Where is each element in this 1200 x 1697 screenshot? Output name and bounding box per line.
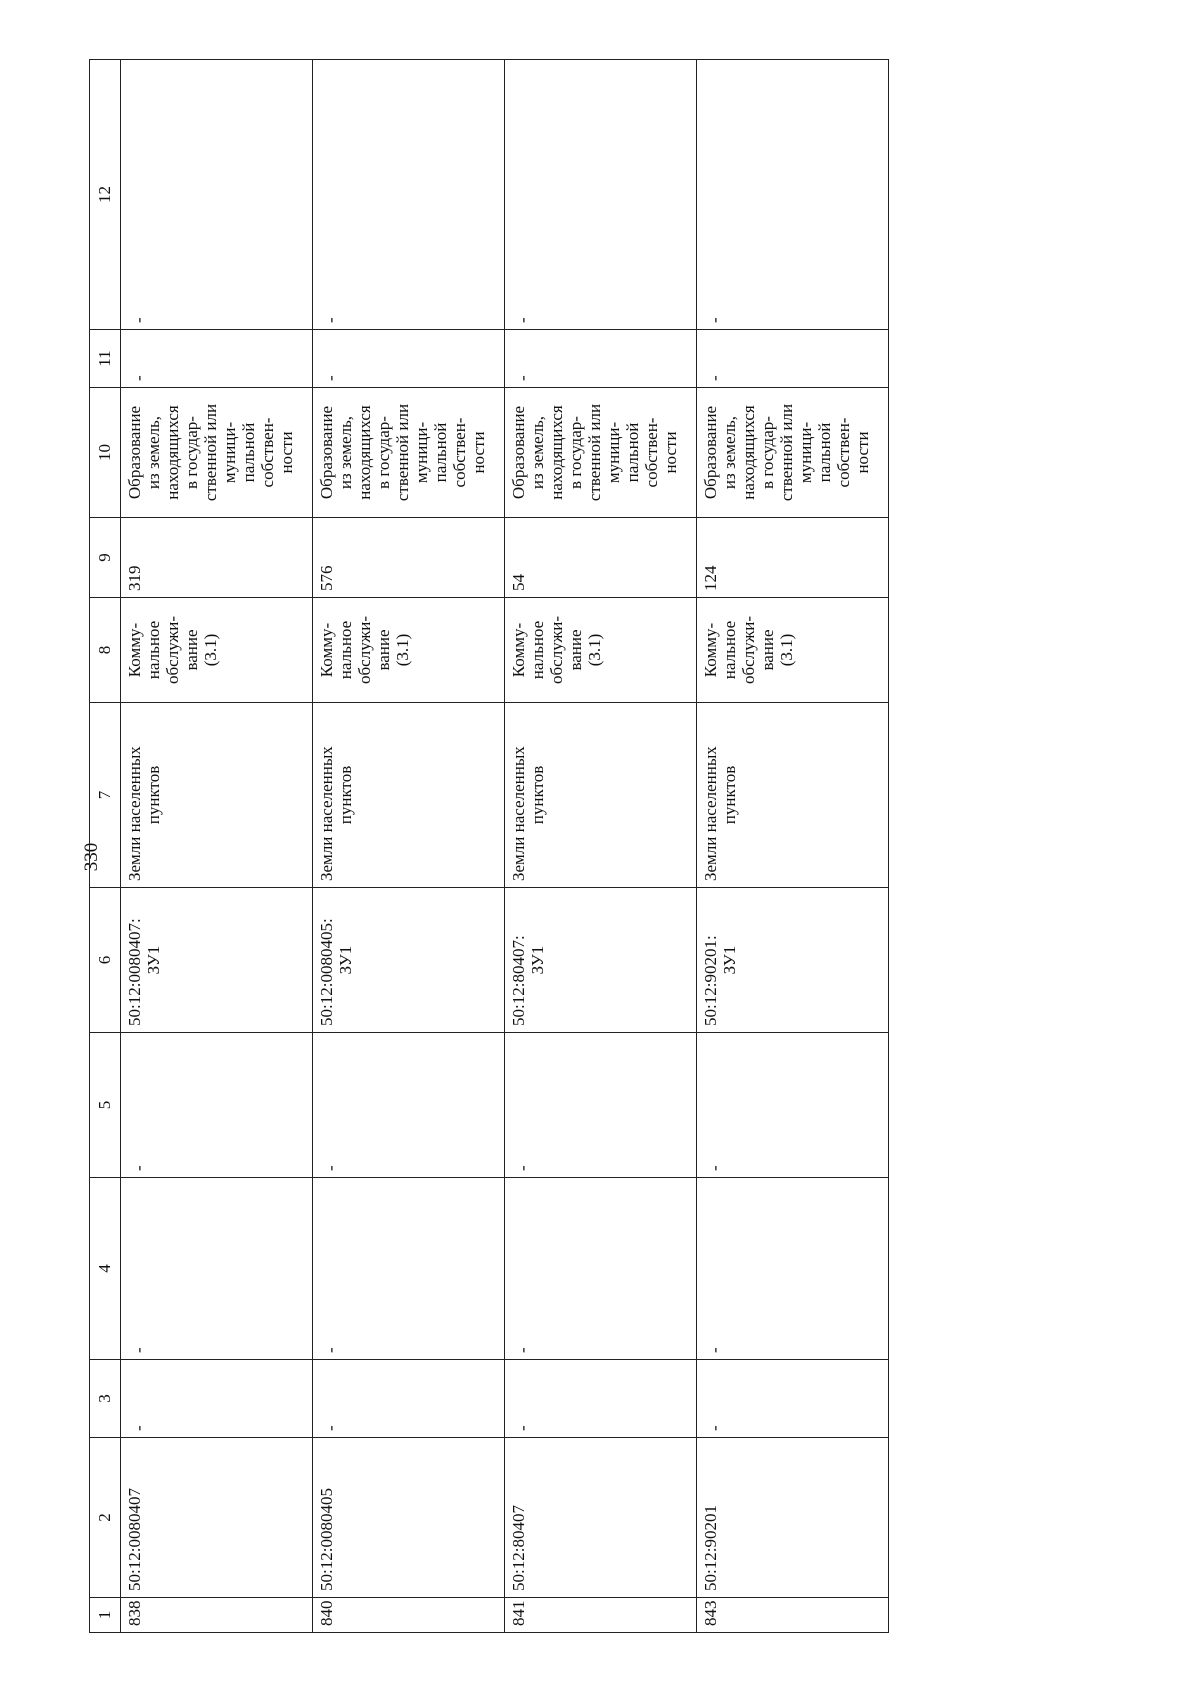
formation-method-line: пальной (623, 422, 642, 483)
quarter-number-cell: 50:12:0080407 (121, 1438, 313, 1598)
formation-method-cell (121, 388, 313, 518)
permitted-use-line: (3.1) (777, 633, 796, 667)
col11-cell: - (313, 330, 505, 388)
col3-cell: - (505, 1360, 697, 1438)
page-number: 330 (81, 842, 102, 872)
land-category-line: Земли населенных (509, 746, 528, 881)
permitted-use-cell (313, 598, 505, 703)
col4-cell: - (697, 1178, 889, 1360)
col4-cell: - (313, 1178, 505, 1360)
formation-method-cell (505, 388, 697, 518)
col12-cell: - (505, 60, 697, 330)
formation-method-line: муници- (220, 421, 239, 484)
row-number-cell: 838 (121, 1598, 313, 1633)
plot-number-line: 50:12:90201: (701, 935, 720, 1026)
header-cell: 12 (90, 60, 121, 330)
col5-cell: - (505, 1033, 697, 1178)
header-cell: 9 (90, 518, 121, 598)
header-cell: 3 (90, 1360, 121, 1438)
land-category-cell (313, 703, 505, 888)
row-number-cell: 843 (697, 1598, 889, 1633)
permitted-use-line: нальное (528, 620, 547, 680)
formation-method-line: из земель, (336, 415, 355, 490)
formation-method-line: ности (277, 431, 296, 474)
permitted-use-line: (3.1) (201, 633, 220, 667)
permitted-use-line: Комму- (125, 622, 144, 678)
land-plot-table (89, 59, 889, 1633)
permitted-use-line: обслужи- (355, 616, 374, 684)
col11-cell: - (697, 330, 889, 388)
formation-method-line: муници- (796, 421, 815, 484)
header-cell: 6 (90, 888, 121, 1033)
formation-method-line: пальной (431, 422, 450, 483)
header-cell: 1 (90, 1598, 121, 1633)
formation-method-line: в государ- (758, 416, 777, 489)
plot-number-line: 50:12:0080405: (317, 918, 336, 1026)
formation-method-line: из земель, (528, 415, 547, 490)
permitted-use-line: обслужи- (547, 616, 566, 684)
quarter-number-cell: 50:12:80407 (505, 1438, 697, 1598)
plot-number-line: ЗУ1 (144, 945, 163, 975)
col5-cell: - (697, 1033, 889, 1178)
formation-method-line: Образование (509, 405, 528, 500)
formation-method-line: Образование (317, 405, 336, 500)
land-category-line: Земли населенных (701, 746, 720, 881)
formation-method-line: пальной (815, 422, 834, 483)
header-cell: 4 (90, 1178, 121, 1360)
formation-method-line: муници- (412, 421, 431, 484)
formation-method-line: пальной (239, 422, 258, 483)
header-cell: 7 (90, 703, 121, 888)
formation-method-line: в государ- (374, 416, 393, 489)
land-category-cell (505, 703, 697, 888)
quarter-number-cell: 50:12:90201 (697, 1438, 889, 1598)
land-category-line: Земли населенных (317, 746, 336, 881)
permitted-use-line: Комму- (509, 622, 528, 678)
plot-number-line: ЗУ1 (336, 945, 355, 975)
land-category-line: пунктов (144, 765, 163, 825)
row-number-cell: 840 (313, 1598, 505, 1633)
table-row (697, 60, 889, 1633)
row-number-cell: 841 (505, 1598, 697, 1633)
plot-number-cell (313, 888, 505, 1033)
col3-cell: - (121, 1360, 313, 1438)
formation-method-line: собствен- (450, 417, 469, 488)
formation-method-line: муници- (604, 421, 623, 484)
col4-cell: - (505, 1178, 697, 1360)
plot-number-line: ЗУ1 (720, 945, 739, 975)
formation-method-line: ственной или (201, 403, 220, 502)
table-row (121, 60, 313, 1633)
formation-method-line: собствен- (258, 417, 277, 488)
formation-method-line: находящихся (547, 405, 566, 500)
registry-table-wrapper (89, 60, 889, 1633)
formation-method-line: ности (661, 431, 680, 474)
quarter-number-cell: 50:12:0080405 (313, 1438, 505, 1598)
formation-method-line: в государ- (182, 416, 201, 489)
col4-cell: - (121, 1178, 313, 1360)
formation-method-line: находящихся (739, 405, 758, 500)
formation-method-line: ственной или (393, 403, 412, 502)
formation-method-line: из земель, (144, 415, 163, 490)
header-row (90, 60, 121, 1633)
land-category-line: пунктов (528, 765, 547, 825)
plot-number-cell (697, 888, 889, 1033)
permitted-use-cell (121, 598, 313, 703)
formation-method-cell (313, 388, 505, 518)
land-category-line: Земли населенных (125, 746, 144, 881)
col5-cell: - (313, 1033, 505, 1178)
permitted-use-line: вание (182, 629, 201, 671)
col12-cell: - (313, 60, 505, 330)
header-cell: 10 (90, 388, 121, 518)
header-cell: 11 (90, 330, 121, 388)
land-category-cell (697, 703, 889, 888)
formation-method-line: ности (469, 431, 488, 474)
permitted-use-line: вание (566, 629, 585, 671)
permitted-use-line: обслужи- (163, 616, 182, 684)
col12-cell: - (121, 60, 313, 330)
permitted-use-line: нальное (336, 620, 355, 680)
formation-method-cell (697, 388, 889, 518)
plot-number-line: 50:12:80407: (509, 935, 528, 1026)
formation-method-line: ности (853, 431, 872, 474)
permitted-use-line: нальное (720, 620, 739, 680)
permitted-use-cell (697, 598, 889, 703)
area-cell: 124 (697, 518, 889, 598)
formation-method-line: в государ- (566, 416, 585, 489)
col3-cell: - (313, 1360, 505, 1438)
permitted-use-cell (505, 598, 697, 703)
formation-method-line: ственной или (585, 403, 604, 502)
permitted-use-line: обслужи- (739, 616, 758, 684)
formation-method-line: Образование (125, 405, 144, 500)
formation-method-line: ственной или (777, 403, 796, 502)
permitted-use-line: Комму- (317, 622, 336, 678)
table-row (313, 60, 505, 1633)
permitted-use-line: (3.1) (393, 633, 412, 667)
formation-method-line: собствен- (834, 417, 853, 488)
formation-method-line: находящихся (355, 405, 374, 500)
plot-number-cell (505, 888, 697, 1033)
land-category-cell (121, 703, 313, 888)
area-cell: 54 (505, 518, 697, 598)
land-category-line: пунктов (720, 765, 739, 825)
permitted-use-line: вание (758, 629, 777, 671)
land-category-line: пунктов (336, 765, 355, 825)
table-row (505, 60, 697, 1633)
col3-cell: - (697, 1360, 889, 1438)
header-cell: 2 (90, 1438, 121, 1598)
formation-method-line: находящихся (163, 405, 182, 500)
formation-method-line: Образование (701, 405, 720, 500)
plot-number-cell (121, 888, 313, 1033)
col11-cell: - (121, 330, 313, 388)
plot-number-line: 50:12:0080407: (125, 918, 144, 1026)
col11-cell: - (505, 330, 697, 388)
col12-cell: - (697, 60, 889, 330)
permitted-use-line: вание (374, 629, 393, 671)
formation-method-line: собствен- (642, 417, 661, 488)
plot-number-line: ЗУ1 (528, 945, 547, 975)
header-cell: 5 (90, 1033, 121, 1178)
header-cell: 8 (90, 598, 121, 703)
col5-cell: - (121, 1033, 313, 1178)
permitted-use-line: (3.1) (585, 633, 604, 667)
permitted-use-line: Комму- (701, 622, 720, 678)
formation-method-line: из земель, (720, 415, 739, 490)
area-cell: 576 (313, 518, 505, 598)
permitted-use-line: нальное (144, 620, 163, 680)
area-cell: 319 (121, 518, 313, 598)
